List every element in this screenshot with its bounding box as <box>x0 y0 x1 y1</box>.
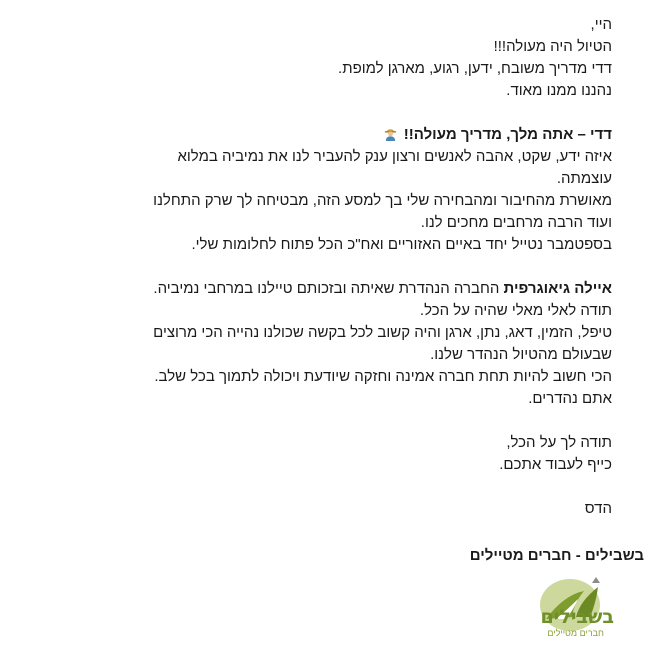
intro-line: דדי מדריך משובח, ידען, רגוע, מארגן למופת. <box>338 60 612 77</box>
signoff: הדס <box>584 500 612 517</box>
closing-line: כייף לעבוד אתכם. <box>499 456 612 473</box>
guide-line: ועוד הרבה מרחבים מחכים לנו. <box>420 214 612 231</box>
closing-line: תודה לך על הכל, <box>506 434 612 451</box>
intro-line: נהננו ממנו מאוד. <box>506 82 612 99</box>
guide-heading: דדי – אתה מלך, מדריך מעולה!! <box>403 126 612 143</box>
company-line: טיפל, הזמין, דאג, נתן, ארגן והיה קשוב לכל בקשה שכולנו נהייה הכי מרוצים <box>153 324 612 341</box>
paragraph-gap <box>12 256 612 278</box>
paragraph-gap <box>12 476 612 498</box>
company-name: איילה גיאוגרפית <box>503 280 612 297</box>
intro-line: הטיול היה מעולה!!! <box>493 38 612 55</box>
company-first-line-rest: החברה הנהדרת שאיתה ובזכותם טיילנו במרחבי נמיביה. <box>153 280 504 297</box>
company-line: תודה לאלי מאלי שהיה על הכל. <box>419 302 612 319</box>
paragraph-gap <box>12 410 612 432</box>
mountain-path-logo-icon <box>526 573 618 643</box>
company-line: שבעולם מהטיול הנהדר שלנו. <box>430 346 612 363</box>
logo-subtitle: חברים מטיילים <box>547 628 604 638</box>
man-guide-emoji-icon <box>383 126 398 141</box>
guide-line: איזה ידע, שקט, אהבה לאנשים ורצון ענק להעביר לנו את נמיביה במלוא <box>177 148 612 165</box>
guide-line: מאושרת מהחיבור ומהבחירה שלי בך למסע הזה, מבטיחה לך שרק התחלנו <box>153 192 612 209</box>
company-first-line <box>12 278 612 300</box>
company-line: אתם נהדרים. <box>528 390 612 407</box>
logo-title: בשבילים <box>540 606 614 628</box>
paragraph-gap <box>12 102 612 124</box>
guide-heading-line <box>12 124 612 146</box>
letter-body <box>12 14 612 520</box>
greeting: היי, <box>590 16 612 33</box>
guide-line: עוצמתה. <box>556 170 612 187</box>
guide-line: בספטמבר נטייל יחד באיים האזוריים ואח"כ הכל פתוח לחלומות שלי. <box>191 236 612 253</box>
group-signature: בשבילים - חברים מטיילים <box>469 547 644 564</box>
company-line: הכי חשוב להיות תחת חברה אמינה וחזקה שיודעת ויכולה לתמוך בכל שלב. <box>154 368 612 385</box>
